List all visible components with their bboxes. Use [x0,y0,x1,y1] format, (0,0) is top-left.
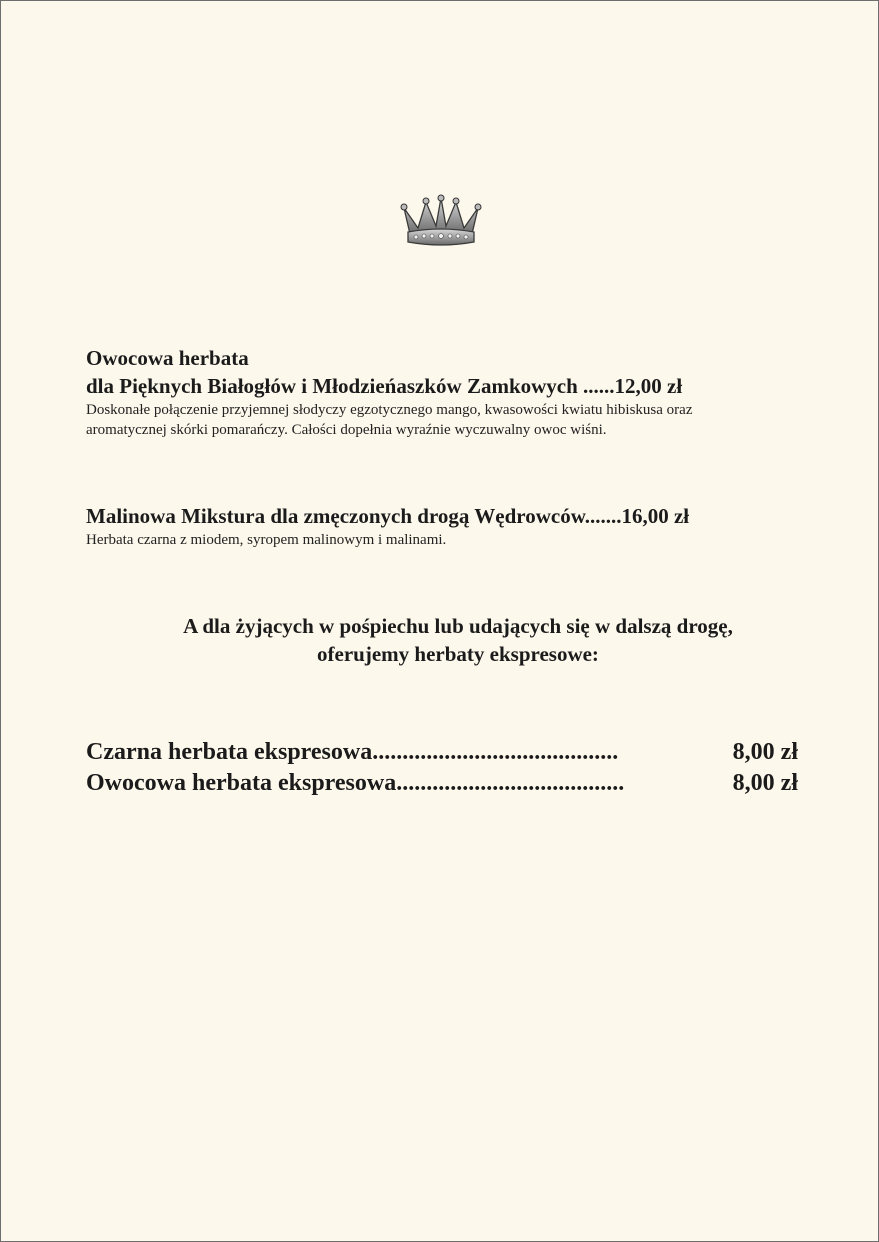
express-item [86,737,798,768]
item-title-with-price: Malinowa Mikstura dla zmęczonych drogą Wędrowców.......16,00 zł [86,504,690,528]
express-tea-note [121,612,795,668]
note-line: A dla żyjących w pośpiechu lub udających się w dalszą drogę, [183,614,733,638]
item-description: Doskonałe połączenie przyjemnej słodyczy egzotycznego mango, kwasowości kwiatu hibiskusa oraz [86,402,693,418]
crown-icon [398,194,484,248]
express-item-name: Owocowa herbata ekspresowa...................................... [86,770,625,796]
express-item-price: 8,00 zł [732,739,798,765]
menu-item-raspberry-mixture [86,502,798,550]
note-line: oferujemy herbaty ekspresowe: [317,642,599,666]
item-description: aromatycznej skórki pomarańczy. Całości dopełnia wyraźnie wyczuwalny owoc wiśni. [86,422,607,438]
express-item-name: Czarna herbata ekspresowa......................................... [86,739,619,765]
express-item-price: 8,00 zł [732,770,798,796]
item-title: Owocowa herbata [86,346,249,370]
item-description: Herbata czarna z miodem, syropem malinowym i malinami. [86,532,447,548]
express-item [86,768,798,799]
item-title-with-price: dla Pięknych Białogłów i Młodzieńaszków Zamkowych ......12,00 zł [86,374,683,398]
menu-item-fruit-tea [86,344,798,440]
express-tea-list [86,737,798,799]
